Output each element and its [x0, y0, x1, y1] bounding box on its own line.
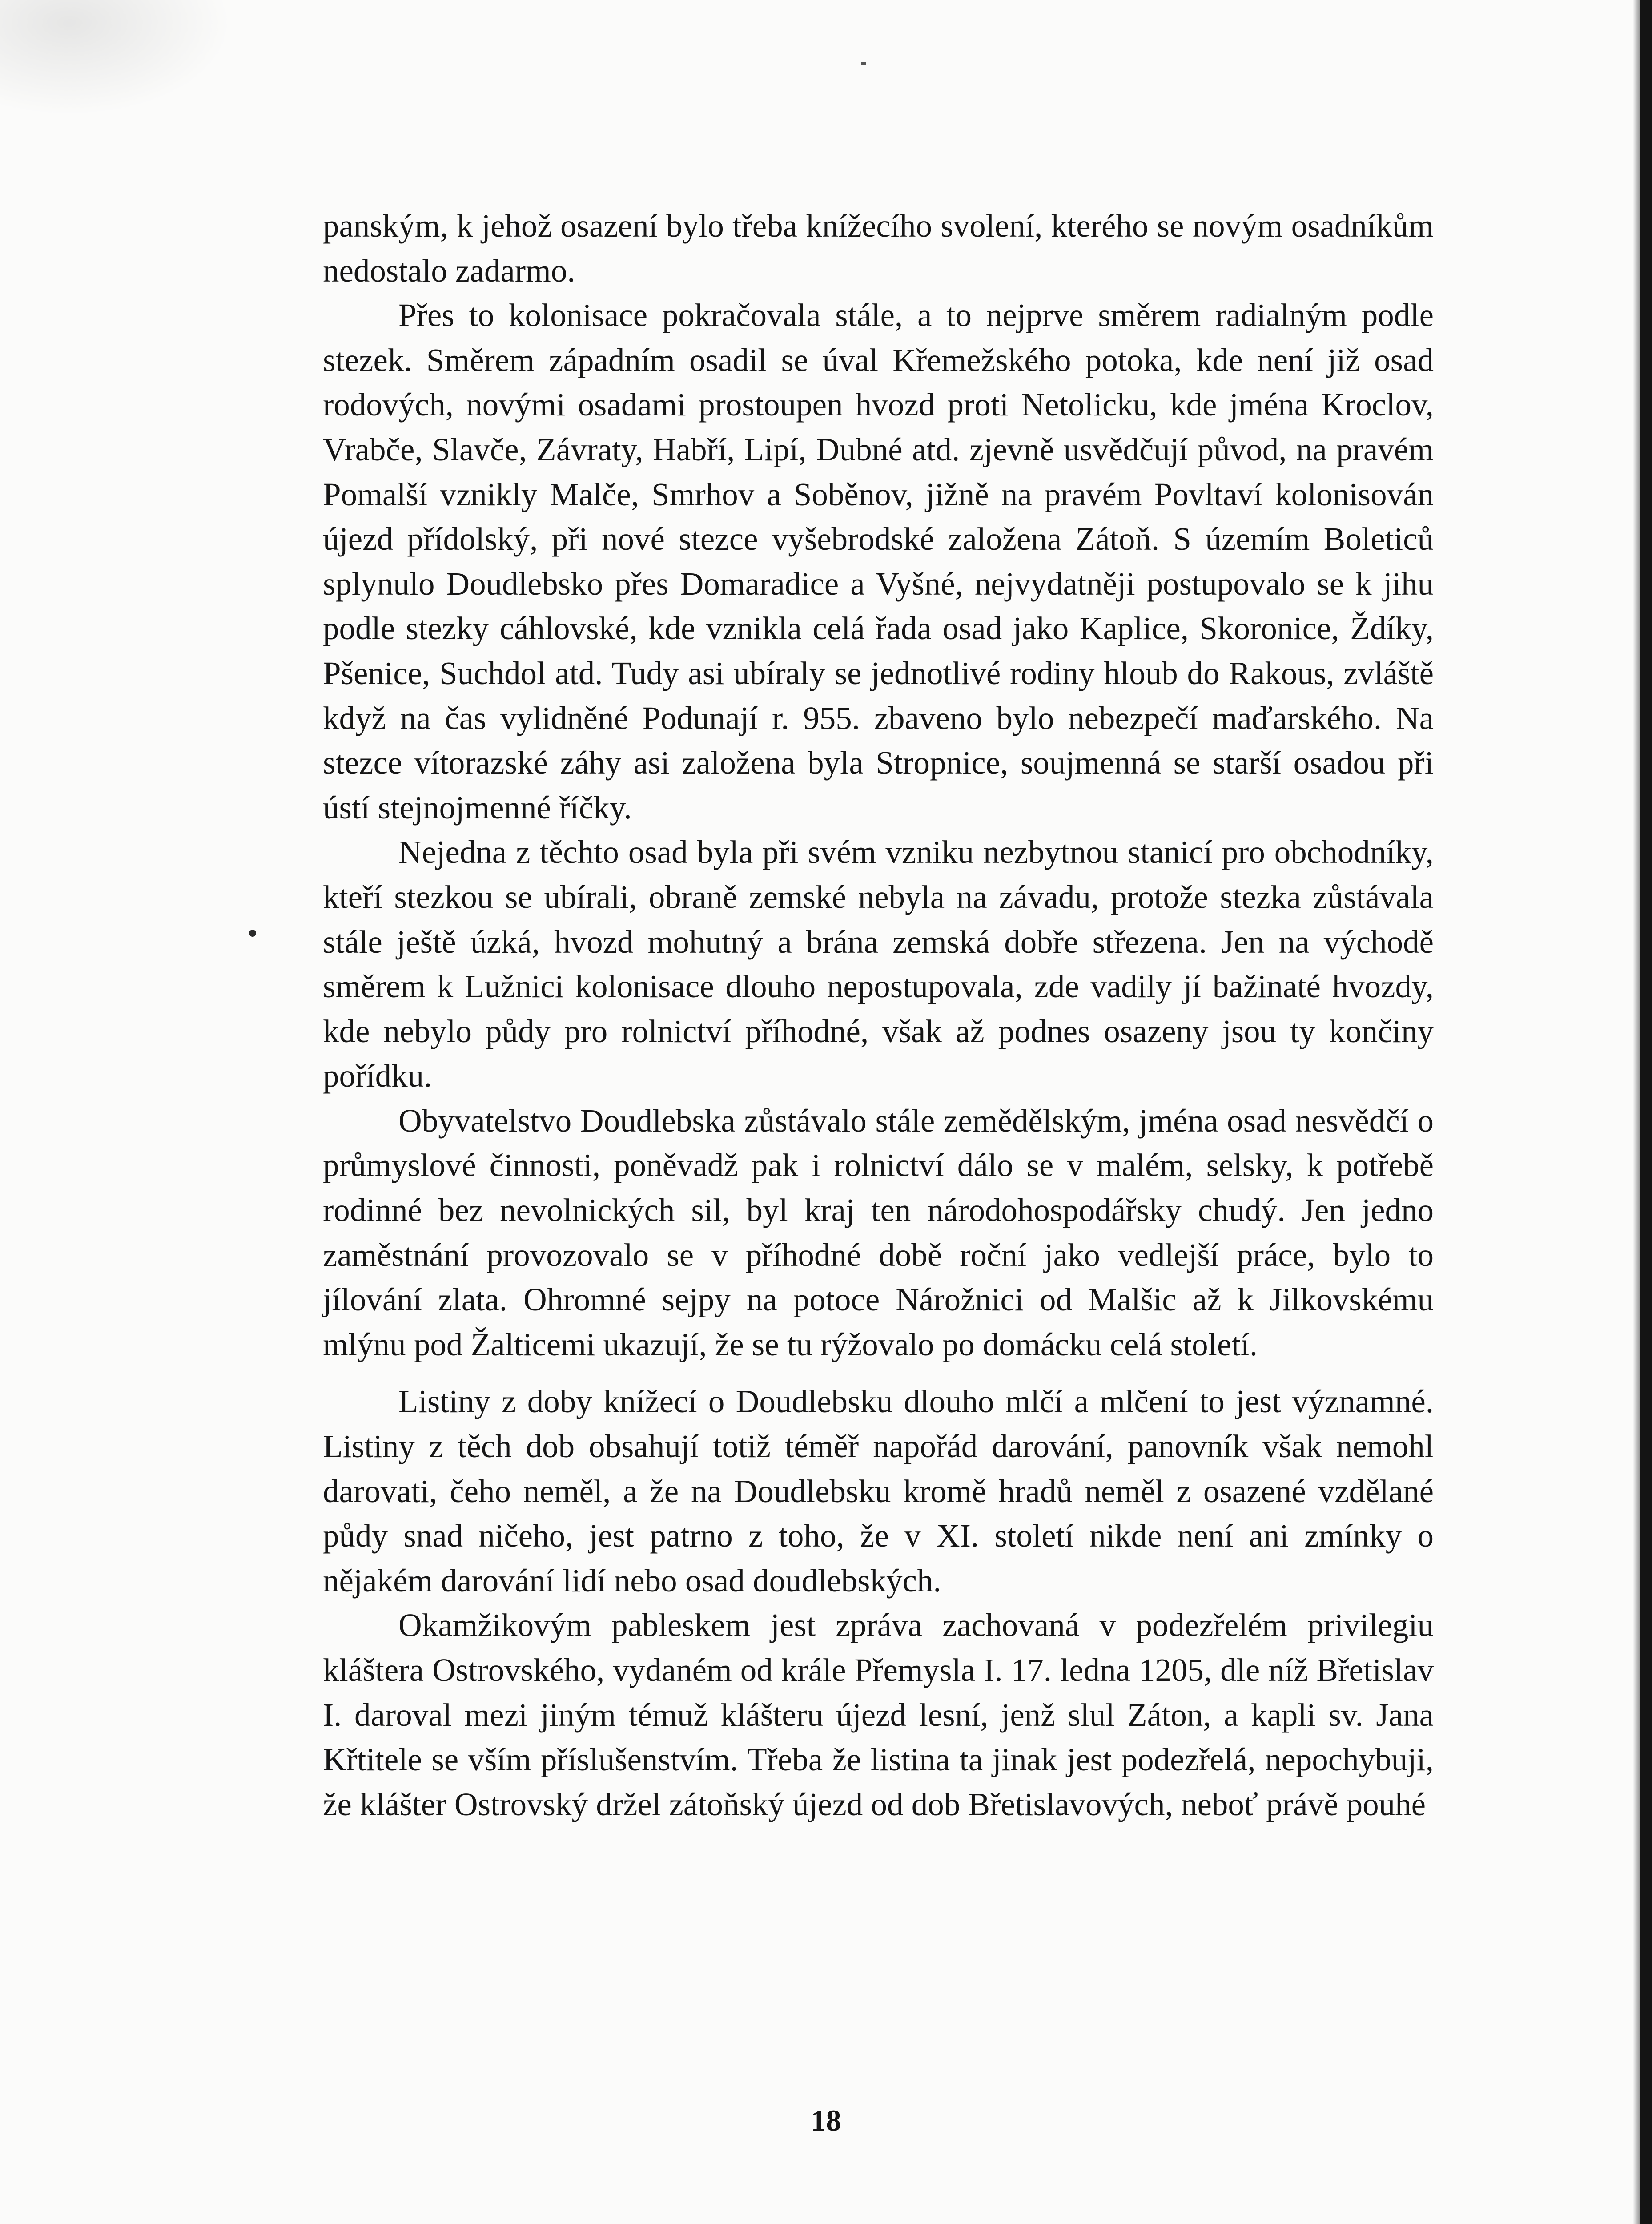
paragraph: Listiny z doby knížecí o Doudlebsku dlouho mlčí a mlčení to jest významné. Listiny z těch dob obsahují totiž téměř napořád darování, panovník však nemohl darovati, čeho neměl, a že na Doudlebsku kromě hradů neměl z osazené vzdělané půdy snad ničeho, jest patrno z toho, že v XI. století nikde není ani zmínky o nějakém darování lidí nebo osad doudlebských. [323, 1383, 1434, 1599]
page-edge-dark [1640, 0, 1652, 2224]
paragraph: Nejedna z těchto osad byla při svém vzniku nezbytnou stanicí pro obchodníky, kteří stezkou se ubírali, obraně zemské nebyla na závadu, protože stezka zůstávala stále ještě úzká, hvozd mohutný a brána zemská dobře střezena. Jen na východě směrem k Lužnici kolonisace dlouho nepostupovala, zde vadily jí bažinaté hvozdy, kde nebylo půdy pro rolnictví příhodné, však až podnes osazeny jsou ty končiny pořídku. [323, 834, 1434, 1094]
page-edge-shadow [1633, 0, 1640, 2224]
paragraph: Obyvatelstvo Doudlebska zůstávalo stále zemědělským, jména osad nesvědčí o průmyslové činnosti, poněvadž pak i rolnictví dálo se v malém, selsky, k potřebě rodinné bez nevolnických sil, byl kraj ten národohospodářsky chudý. Jen jedno zaměstnání provozovalo se v příhodné době roční jako vedlejší práce, bylo to jílování zlata. Ohromné sejpy na potoce Nárožnici od Malšic až k Jilkovskému mlýnu pod Žalticemi ukazují, že se tu rýžovalo po domácku celá století. [323, 1102, 1434, 1362]
scan-smudge [0, 0, 231, 116]
margin-dot [249, 930, 256, 937]
paragraph: Okamžikovým pableskem jest zpráva zachovaná v podezřelém privilegiu kláštera Ostrovského, vydaném od krále Přemysla I. 17. ledna 1205, dle níž Břetislav I. daroval mezi jiným témuž klášteru újezd lesní, jenž slul Záton, a kapli sv. Jana Křtitele se vším příslušenstvím. Třeba že listina ta jinak jest podezřelá, nepochybuji, že klášter Ostrovský držel zátoňský újezd od dob Břetislavových, neboť právě pouhé [323, 1607, 1434, 1822]
scan-speck-top [861, 62, 866, 65]
paragraph: Přes to kolonisace pokračovala stále, a to nejprve směrem radialným podle stezek. Směrem západním osadil se úval Křemežského potoka, kde není již osad rodových, novými osadami prostoupen hvozd proti Netolicku, kde jména Kroclov, Vrabče, Slavče, Závraty, Habří, Lipí, Dubné atd. zjevně usvědčují původ, na pravém Pomalší vznikly Malče, Smrhov a Soběnov, jižně na pravém Povltaví kolonisován újezd přídolský, při nové stezce vyšebrodské založena Zátoň. S územím Boleticů splynulo Doudlebsko přes Domaradice a Vyšné, nejvydatněji postupovalo se k jihu podle stezky cáhlovské, kde vznikla celá řada osad jako Kaplice, Skoronice, Ždíky, Pšenice, Suchdol atd. Tudy asi ubíraly se jednotlivé rodiny hloub do Rakous, zvláště když na čas vylidněné Podunají r. 955. zbaveno bylo nebezpečí maďarského. Na stezce vítorazské záhy asi založena byla Stropnice, soujmenná se starší osadou při ústí stejnojmenné říčky. [323, 297, 1434, 826]
paragraph: panským, k jehož osazení bylo třeba knížecího svolení, kterého se novým osadníkům nedostalo zadarmo. [323, 208, 1434, 289]
body-text [323, 204, 1434, 1827]
page-number: 18 [811, 2103, 841, 2137]
